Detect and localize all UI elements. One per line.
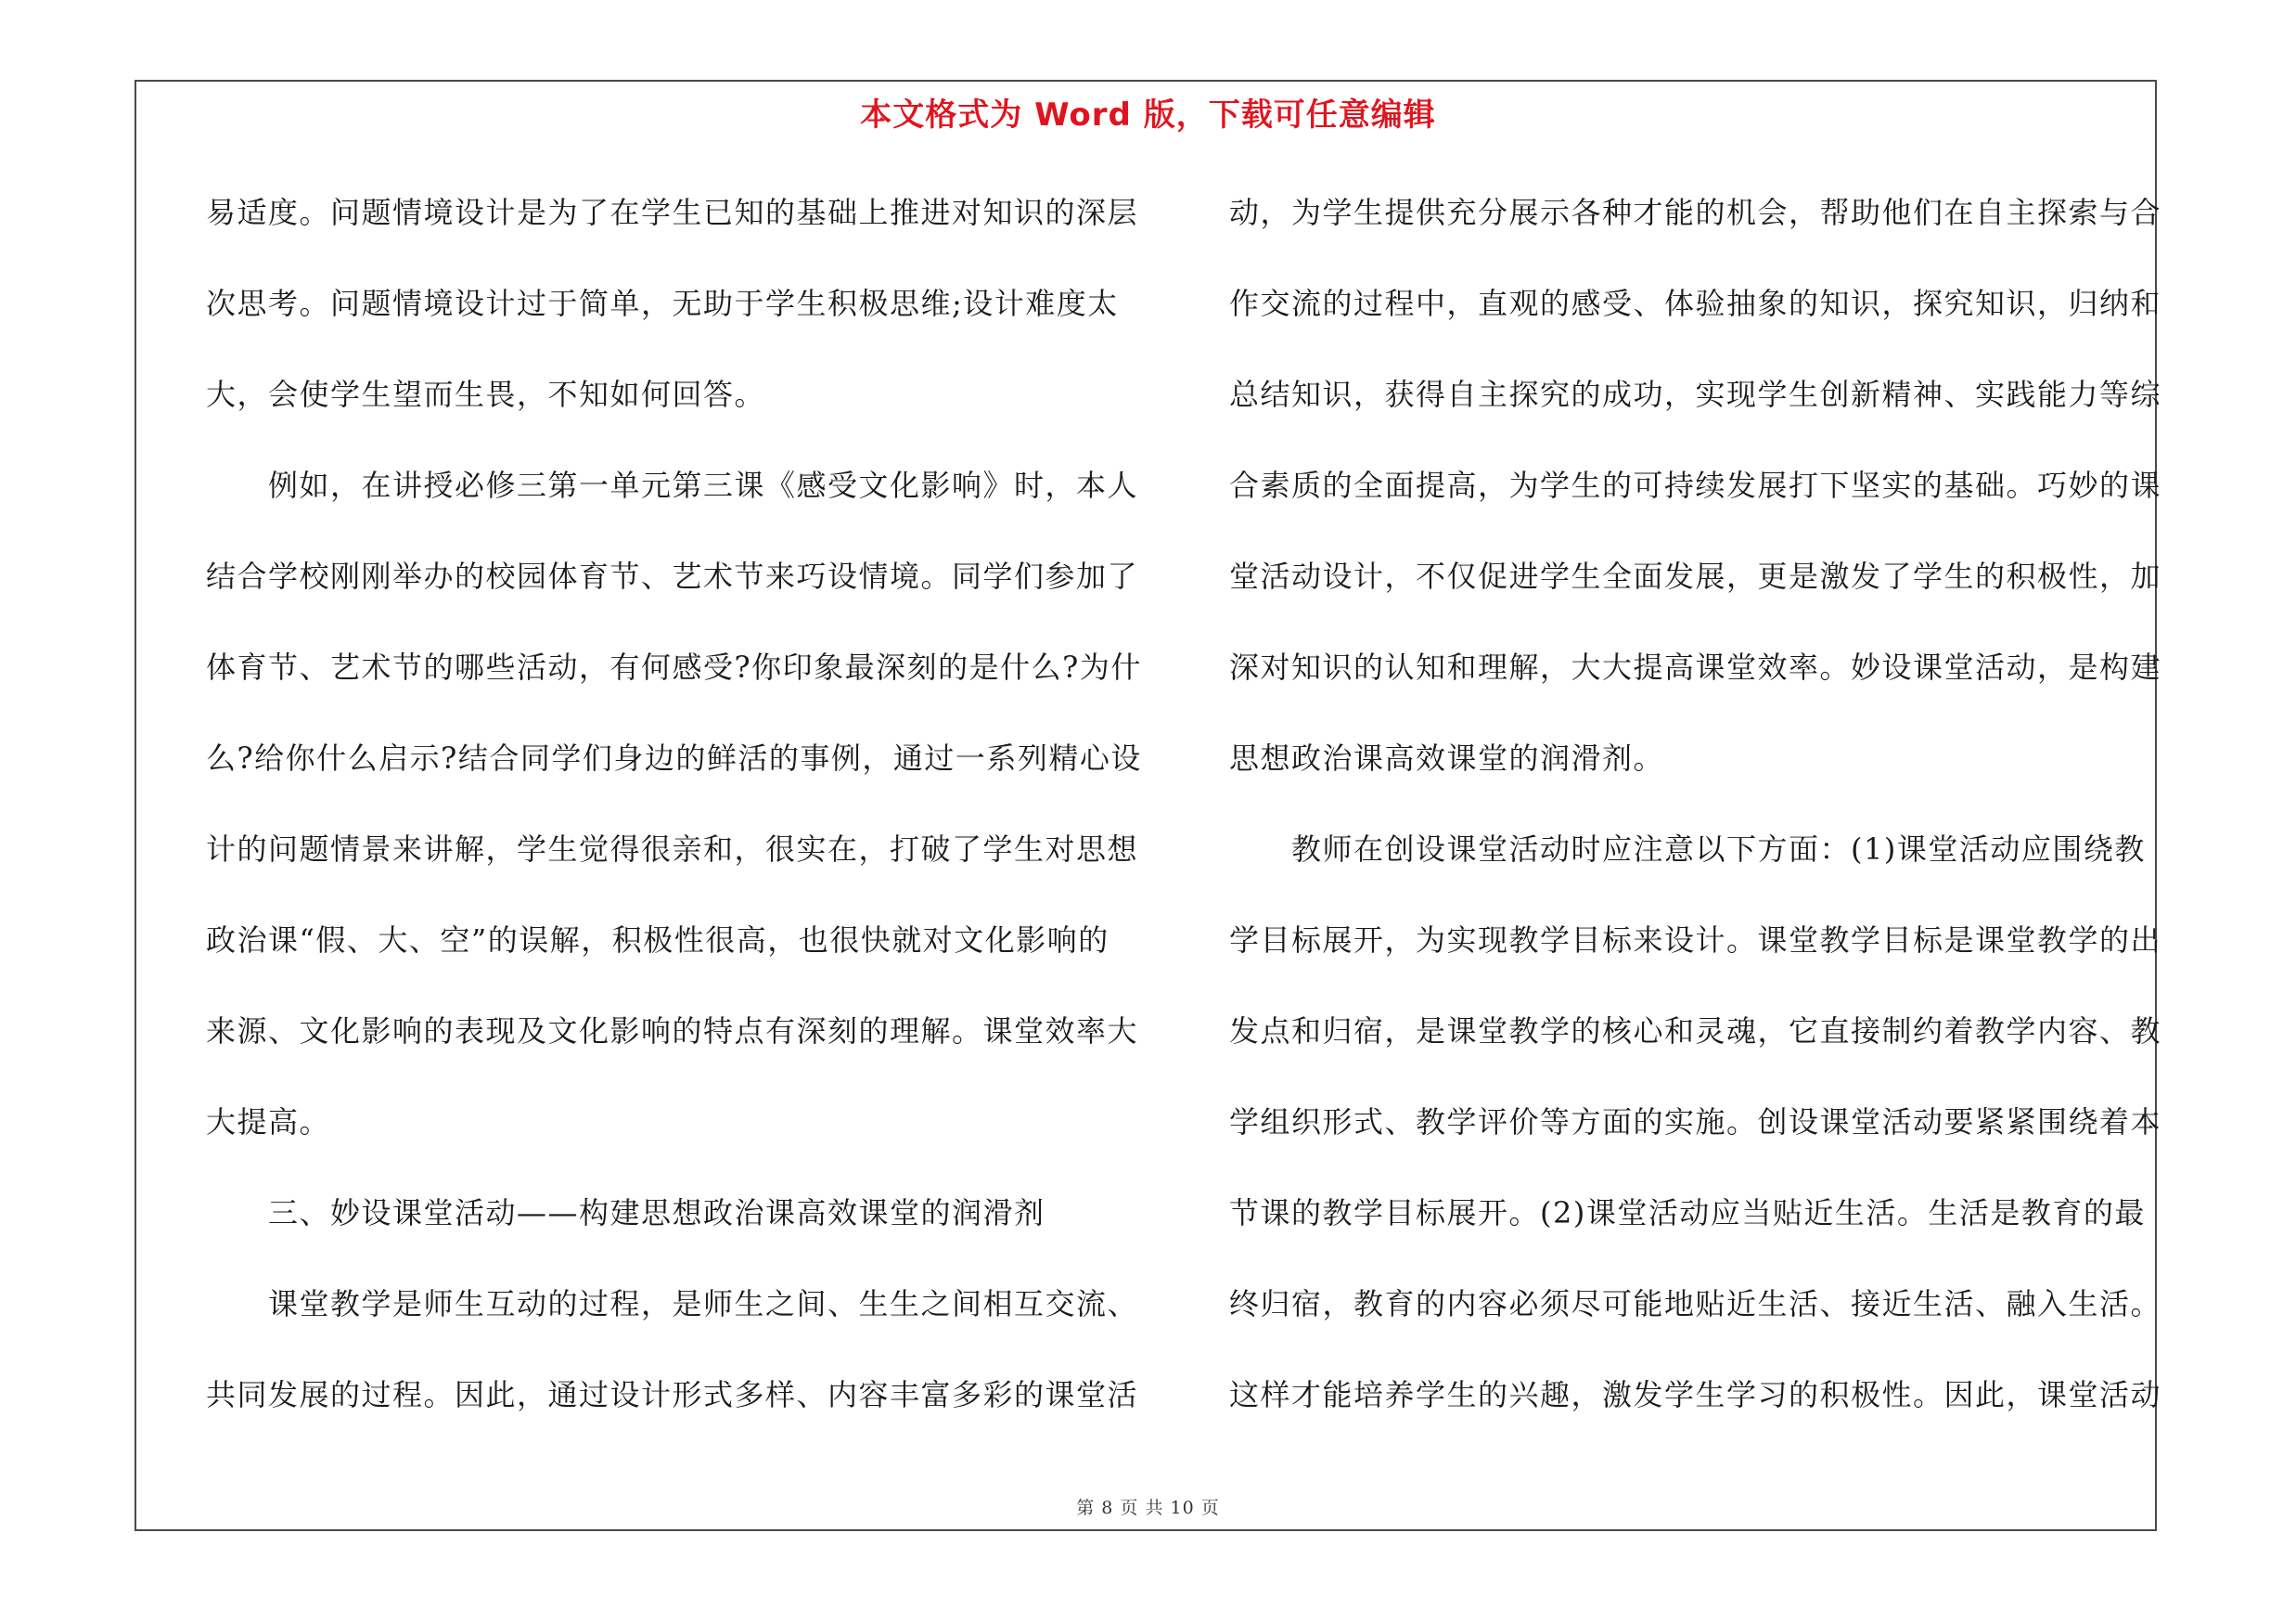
text-line: 终归宿，教育的内容必须尽可能地贴近生活、接近生活、融入生活。 — [1229, 1286, 2162, 1321]
text-line: 学组织形式、教学评价等方面的实施。创设课堂活动要紧紧围绕着本 — [1229, 1104, 2162, 1140]
section-heading: 三、妙设课堂活动——构建思想政治课高效课堂的润滑剂 — [206, 1195, 1045, 1230]
text-line: 堂活动设计，不仅促进学生全面发展，更是激发了学生的积极性，加 — [1229, 559, 2162, 594]
text-line: 例如，在讲授必修三第一单元第三课《感受文化影响》时，本人 — [206, 468, 1139, 503]
text-line: 共同发展的过程。因此，通过设计形式多样、内容丰富多彩的课堂活 — [206, 1377, 1139, 1412]
text-line: 动，为学生提供充分展示各种才能的机会，帮助他们在自主探索与合 — [1229, 195, 2162, 230]
left-text-column — [206, 182, 1142, 1455]
text-line: 易适度。问题情境设计是为了在学生已知的基础上推进对知识的深层 — [206, 195, 1139, 230]
text-line: 来源、文化影响的表现及文化影响的特点有深刻的理解。课堂效率大 — [206, 1013, 1139, 1049]
text-line: 节课的教学目标展开。(2)课堂活动应当贴近生活。生活是教育的最 — [1229, 1195, 2146, 1230]
text-line: 次思考。问题情境设计过于简单，无助于学生积极思维;设计难度太 — [206, 286, 1119, 321]
text-line: 总结知识，获得自主探究的成功，实现学生创新精神、实践能力等综 — [1229, 377, 2162, 412]
right-text-column — [1229, 182, 2162, 1455]
text-line: 大提高。 — [206, 1104, 331, 1140]
text-line: 思想政治课高效课堂的润滑剂。 — [1229, 741, 1665, 776]
text-line: 教师在创设课堂活动时应注意以下方面：(1)课堂活动应围绕教 — [1229, 831, 2146, 867]
text-line: 深对知识的认知和理解，大大提高课堂效率。妙设课堂活动，是构建 — [1229, 650, 2162, 685]
text-line: 合素质的全面提高，为学生的可持续发展打下坚实的基础。巧妙的课 — [1229, 468, 2162, 503]
text-line: 政治课“假、大、空”的误解，积极性很高，也很快就对文化影响的 — [206, 922, 1110, 958]
text-line: 这样才能培养学生的兴趣，激发学生学习的积极性。因此，课堂活动 — [1229, 1377, 2162, 1412]
text-line: 体育节、艺术节的哪些活动，有何感受?你印象最深刻的是什么?为什 — [206, 650, 1142, 685]
word-format-banner: 本文格式为 Word 版，下载可任意编辑 — [860, 97, 1436, 134]
text-line: 课堂教学是师生互动的过程，是师生之间、生生之间相互交流、 — [206, 1286, 1139, 1321]
text-line: 作交流的过程中，直观的感受、体验抽象的知识，探究知识，归纳和 — [1229, 286, 2162, 321]
text-line: 大，会使学生望而生畏，不知如何回答。 — [206, 377, 766, 412]
text-line: 计的问题情景来讲解，学生觉得很亲和，很实在，打破了学生对思想 — [206, 831, 1139, 867]
page-number: 第 8 页 共 10 页 — [1076, 1498, 1220, 1518]
text-line: 结合学校刚刚举办的校园体育节、艺术节来巧设情境。同学们参加了 — [206, 559, 1139, 594]
text-line: 发点和归宿，是课堂教学的核心和灵魂，它直接制约着教学内容、教 — [1229, 1013, 2162, 1049]
text-line: 学目标展开，为实现教学目标来设计。课堂教学目标是课堂教学的出 — [1229, 922, 2162, 958]
text-line: 么?给你什么启示?结合同学们身边的鲜活的事例，通过一系列精心设 — [206, 741, 1142, 776]
